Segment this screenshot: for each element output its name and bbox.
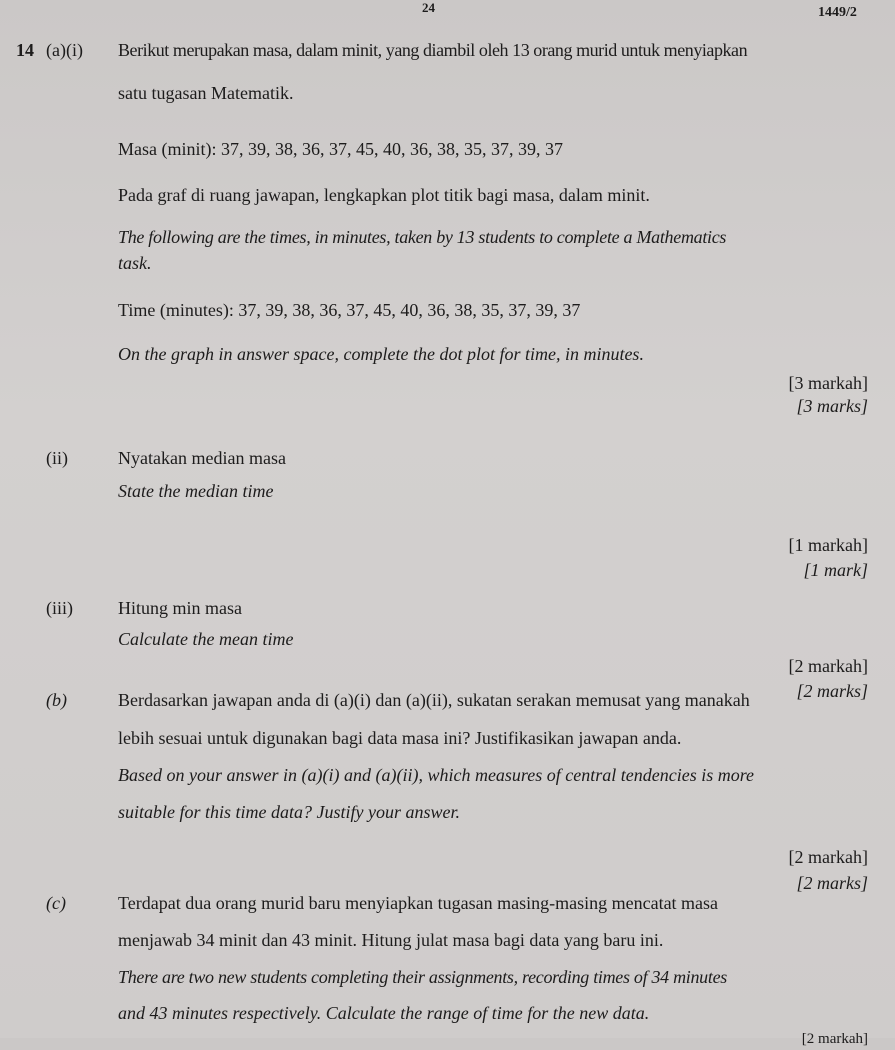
- marks-english: [1 mark]: [803, 560, 868, 580]
- english-c-cont: and 43 minutes respectively. Calculate the range of time for the new data.: [118, 1003, 650, 1023]
- english-intro-cont: task.: [118, 253, 152, 273]
- malay-c-cont: menjawab 34 minit dan 43 minit. Hitung julat masa bagi data yang baru ini.: [118, 930, 664, 950]
- part-a-i-label: (a)(i): [46, 40, 83, 60]
- english-task: On the graph in answer space, complete the dot plot for time, in minutes.: [118, 344, 644, 364]
- part-a-ii-label: (ii): [46, 448, 68, 468]
- malay-iii: Hitung min masa: [118, 598, 242, 618]
- marks-english: [3 marks]: [796, 396, 868, 416]
- marks-english: [2 marks]: [796, 873, 868, 893]
- marks-english: [2 marks]: [796, 681, 868, 701]
- marks-malay: [2 markah]: [788, 847, 868, 867]
- marks-malay: [3 markah]: [788, 373, 868, 393]
- malay-b-cont: lebih sesuai untuk digunakan bagi data masa ini? Justifikasikan jawapan anda.: [118, 728, 682, 748]
- part-c-label: (c): [46, 893, 66, 913]
- english-c: There are two new students completing their assignments, recording times of 34 minutes: [118, 967, 727, 987]
- english-intro: The following are the times, in minutes, taken by 13 students to complete a Mathematics: [118, 227, 727, 247]
- english-iii: Calculate the mean time: [118, 629, 294, 649]
- english-b: Based on your answer in (a)(i) and (a)(ii), which measures of central tendencies is more: [118, 765, 755, 785]
- malay-intro-cont: satu tugasan Matematik.: [118, 83, 294, 103]
- part-a-iii-label: (iii): [46, 598, 73, 618]
- marks-malay: [2 markah]: [801, 1031, 868, 1047]
- malay-data: Masa (minit): 37, 39, 38, 36, 37, 45, 40, 36, 38, 35, 37, 39, 37: [118, 139, 563, 159]
- malay-ii: Nyatakan median masa: [118, 448, 286, 468]
- page-number: 24: [422, 0, 435, 15]
- part-b-label: (b): [46, 690, 67, 710]
- malay-b: Berdasarkan jawapan anda di (a)(i) dan (a)(ii), sukatan serakan memusat yang manakah: [118, 690, 750, 710]
- english-data: Time (minutes): 37, 39, 38, 36, 37, 45, 40, 36, 38, 35, 37, 39, 37: [118, 300, 581, 320]
- question-number: 14: [16, 40, 34, 60]
- english-ii: State the median time: [118, 481, 274, 501]
- english-b-cont: suitable for this time data? Justify your answer.: [118, 802, 460, 822]
- marks-malay: [1 markah]: [788, 535, 868, 555]
- malay-intro: Berikut merupakan masa, dalam minit, yang diambil oleh 13 orang murid untuk menyiapkan: [118, 40, 748, 60]
- marks-malay: [2 markah]: [788, 656, 868, 676]
- paper-code: 1449/2: [818, 5, 857, 20]
- malay-task: Pada graf di ruang jawapan, lengkapkan plot titik bagi masa, dalam minit.: [118, 185, 650, 205]
- malay-c: Terdapat dua orang murid baru menyiapkan tugasan masing-masing mencatat masa: [118, 893, 719, 913]
